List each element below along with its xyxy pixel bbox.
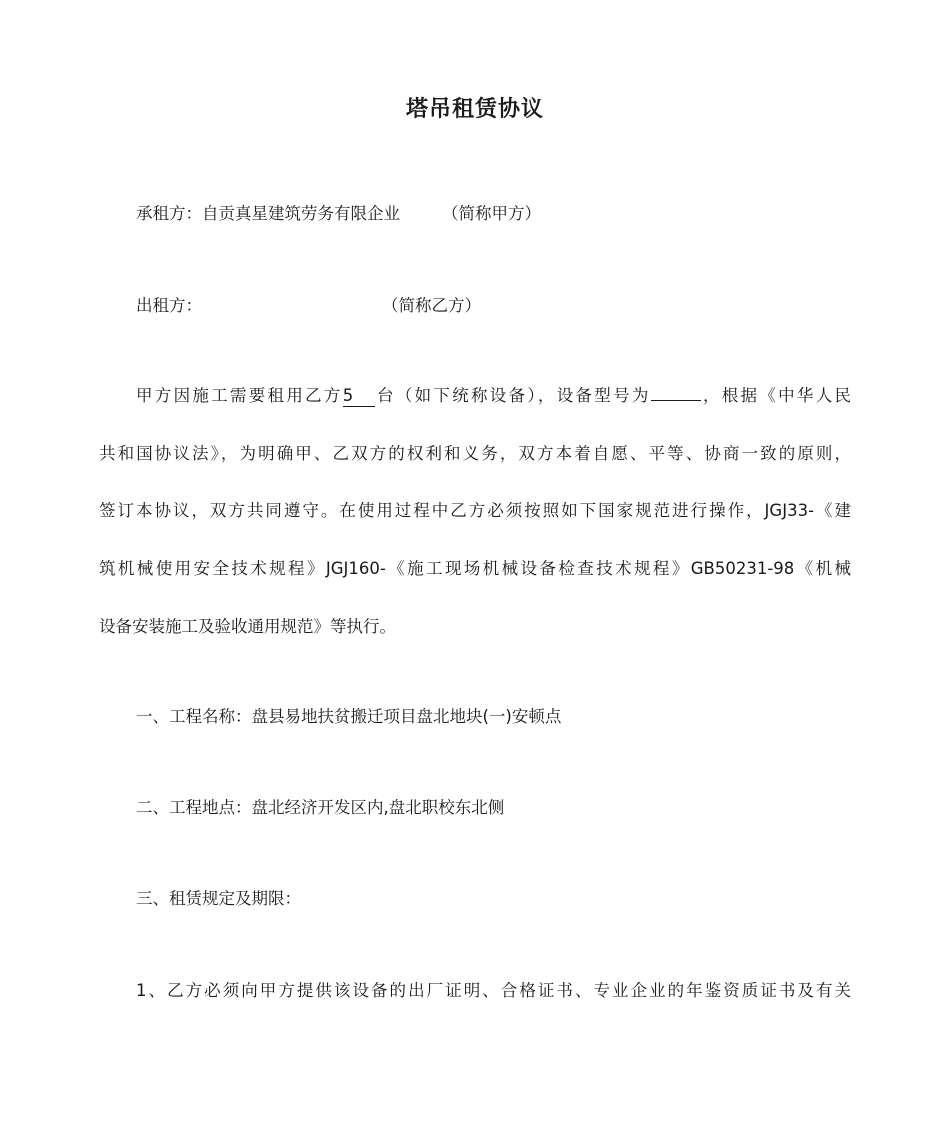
lessee-name: 自贡真星建筑劳务有限企业 <box>202 204 400 223</box>
document-title: 塔吊租赁协议 <box>405 97 544 122</box>
section-project-location: 二、工程地点：盘北经济开发区内,盘北职校东北侧 <box>136 798 505 817</box>
lessee-alias: （简称甲方） <box>442 204 541 223</box>
intro-line-1 <box>136 384 851 408</box>
intro-line-5: 设备安装施工及验收通用规范》等执行。 <box>99 617 396 636</box>
intro-text-before: 甲方因施工需要租用乙方 <box>136 386 343 405</box>
quantity-blank: 5 <box>343 386 375 407</box>
clause-1: 1、乙方必须向甲方提供该设备的出厂证明、合格证书、专业企业的年鉴资质证书及有关 <box>136 981 851 1000</box>
model-blank <box>651 400 701 401</box>
lessor-label: 出租方： <box>136 296 202 315</box>
intro-line-4: 筑机械使用安全技术规程》JGJ160-《施工现场机械设备检查技术规程》GB50231-98《机械 <box>99 559 851 578</box>
lessor-line <box>136 294 481 318</box>
section-project-name: 一、工程名称：盘县易地扶贫搬迁项目盘北地块(一)安顿点 <box>136 707 562 726</box>
lessor-alias: （简称乙方） <box>382 296 481 315</box>
intro-line-3: 签订本协议，双方共同遵守。在使用过程中乙方必须按照如下国家规范进行操作，JGJ33-《建 <box>99 501 851 520</box>
intro-text-end: ，根据《中华人民 <box>700 386 852 405</box>
section-lease-terms: 三、租赁规定及期限： <box>136 889 301 908</box>
lessee-line <box>136 202 541 226</box>
intro-text-after: 台（如下统称设备），设备型号为 <box>374 386 651 405</box>
lessee-label: 承租方： <box>136 204 202 223</box>
intro-line-2: 共和国协议法》，为明确甲、乙双方的权利和义务，双方本着自愿、平等、协商一致的原则， <box>99 444 851 463</box>
